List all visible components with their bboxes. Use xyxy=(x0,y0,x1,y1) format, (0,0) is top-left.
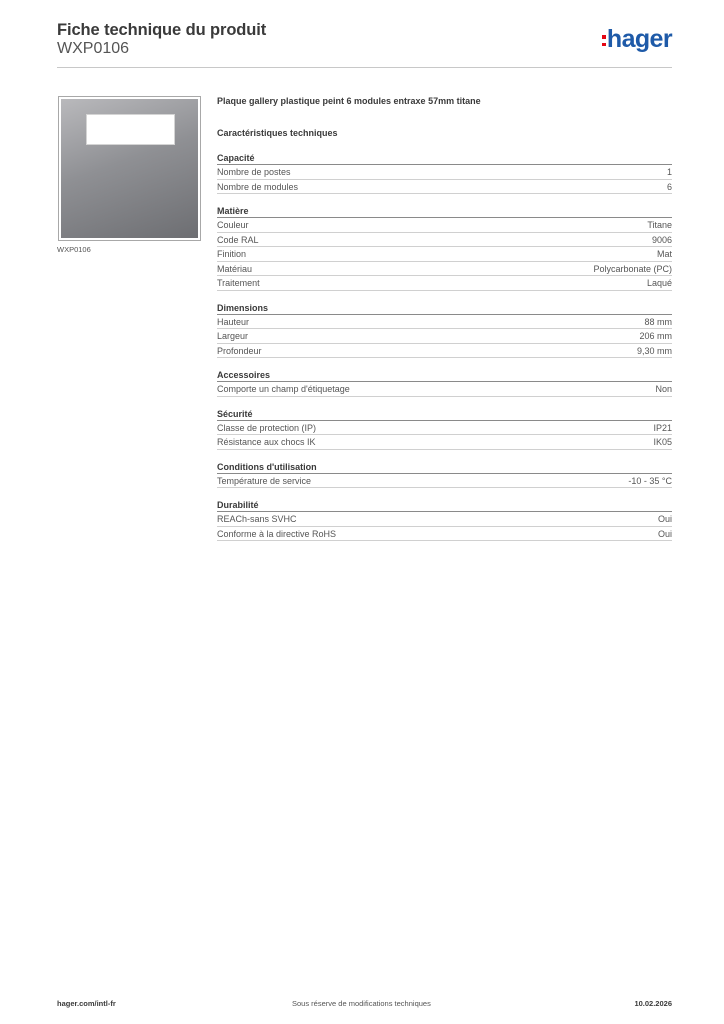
header-divider xyxy=(57,67,672,68)
spec-row xyxy=(217,474,672,489)
specs-title: Caractéristiques techniques xyxy=(217,128,338,138)
spec-value: Oui xyxy=(657,528,672,539)
spec-row xyxy=(217,180,672,195)
spec-label: Code RAL xyxy=(217,234,259,245)
spec-label: Température de service xyxy=(217,475,312,486)
spec-label: Profondeur xyxy=(217,345,262,356)
spec-value: Laqué xyxy=(646,278,672,288)
spec-row xyxy=(217,247,672,262)
product-image xyxy=(58,96,201,241)
spec-group xyxy=(217,460,672,489)
spec-group-title: Durabilité xyxy=(217,498,672,512)
hager-logo xyxy=(602,27,672,52)
logo-dots-icon xyxy=(602,35,606,46)
spec-row xyxy=(217,512,672,527)
spec-label: Traitement xyxy=(217,278,260,288)
product-reference: WXP0106 xyxy=(57,40,130,57)
spec-row xyxy=(217,165,672,180)
spec-column xyxy=(217,95,672,541)
spec-group-title: Accessoires xyxy=(217,368,672,382)
spec-group xyxy=(217,498,672,541)
spec-group-title: Capacité xyxy=(217,151,672,165)
spec-label: Matériau xyxy=(217,263,253,274)
spec-row xyxy=(217,382,672,397)
spec-value: IP21 xyxy=(653,422,672,433)
spec-value: Titane xyxy=(647,220,672,230)
spec-value: 88 mm xyxy=(644,316,672,327)
spec-group xyxy=(217,151,672,194)
page-title: Fiche technique du produit xyxy=(57,21,267,39)
spec-value: 9006 xyxy=(651,234,672,245)
spec-group xyxy=(217,407,672,450)
footer-notice: Sous réserve de modifications techniques xyxy=(292,999,431,1008)
spec-row xyxy=(217,218,672,233)
spec-label: Nombre de postes xyxy=(217,167,291,177)
logo-text: hager xyxy=(606,25,672,53)
spec-value: IK05 xyxy=(653,437,672,447)
footer-date: 10.02.2026 xyxy=(634,999,672,1008)
spec-label: Nombre de modules xyxy=(217,181,299,192)
spec-group xyxy=(217,301,672,359)
spec-row xyxy=(217,233,672,248)
spec-group xyxy=(217,368,672,397)
spec-group-title: Dimensions xyxy=(217,301,672,315)
spec-row xyxy=(217,421,672,436)
spec-row xyxy=(217,527,672,542)
spec-label: Classe de protection (IP) xyxy=(217,422,317,433)
spec-row xyxy=(217,329,672,344)
spec-group-title: Matière xyxy=(217,204,672,218)
spec-group xyxy=(217,204,672,291)
spec-row xyxy=(217,276,672,291)
footer-website-link[interactable]: hager.com/intl-fr xyxy=(57,999,116,1008)
product-description: Plaque gallery plastique peint 6 modules entraxe 57mm titane xyxy=(217,96,481,106)
spec-groups xyxy=(217,151,672,541)
spec-value: 9,30 mm xyxy=(636,345,672,356)
spec-value: Non xyxy=(655,384,672,394)
spec-label: Finition xyxy=(217,249,247,259)
spec-value: Mat xyxy=(656,249,672,259)
spec-value: Oui xyxy=(657,514,672,524)
spec-value: 206 mm xyxy=(639,331,672,341)
spec-row xyxy=(217,262,672,277)
spec-label: Largeur xyxy=(217,331,249,341)
spec-group-title: Sécurité xyxy=(217,407,672,421)
spec-value: 1 xyxy=(666,167,672,177)
spec-value: -10 - 35 °C xyxy=(628,475,672,486)
spec-group-title: Conditions d'utilisation xyxy=(217,460,672,474)
spec-value: 6 xyxy=(666,181,672,192)
spec-row xyxy=(217,344,672,359)
image-caption: WXP0106 xyxy=(57,245,91,254)
spec-label: Hauteur xyxy=(217,316,250,327)
spec-label: Comporte un champ d'étiquetage xyxy=(217,384,350,394)
spec-label: Couleur xyxy=(217,220,249,230)
cover-plate-graphic xyxy=(61,99,198,238)
spec-label: Conforme à la directive RoHS xyxy=(217,528,337,539)
spec-value: Polycarbonate (PC) xyxy=(593,263,672,274)
spec-label: Résistance aux chocs IK xyxy=(217,437,316,447)
spec-row xyxy=(217,435,672,450)
plate-opening xyxy=(86,114,175,145)
spec-row xyxy=(217,315,672,330)
spec-label: REACh-sans SVHC xyxy=(217,514,297,524)
